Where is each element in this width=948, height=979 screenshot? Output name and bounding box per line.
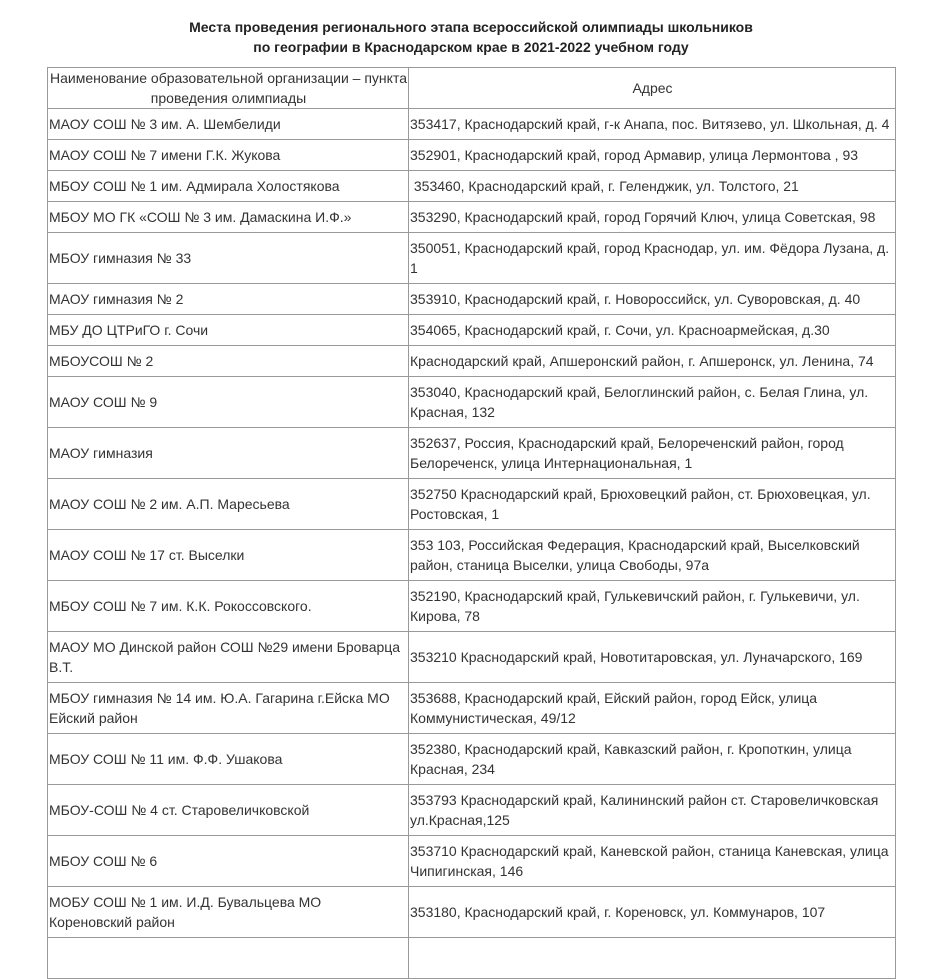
organization-cell: МБОУСОШ № 2 — [48, 346, 409, 377]
organization-cell: МАОУ гимназия № 2 — [48, 284, 409, 315]
organization-cell: МАОУ СОШ № 7 имени Г.К. Жукова — [48, 140, 409, 171]
table-row — [48, 284, 896, 315]
organization-cell: МОБУ СОШ № 1 им. И.Д. Бувальцева МО Кореновский район — [48, 887, 409, 938]
organization-cell: МАОУ СОШ № 2 им. А.П. Маресьева — [48, 479, 409, 530]
address-cell: 353688, Краснодарский край, Ейский район, город Ейск, улица Коммунистическая, 49/12 — [409, 683, 896, 734]
organization-cell: МБОУ СОШ № 11 им. Ф.Ф. Ушакова — [48, 734, 409, 785]
page-title — [0, 17, 942, 57]
address-cell: 352750 Краснодарский край, Брюховецкий район, ст. Брюховецкая, ул. Ростовская, 1 — [409, 479, 896, 530]
address-cell: Краснодарский край, Апшеронский район, г. Апшеронск, ул. Ленина, 74 — [409, 346, 896, 377]
table-row — [48, 836, 896, 887]
address-cell: 353710 Краснодарский край, Каневской район, станица Каневская, улица Чипигинская, 146 — [409, 836, 896, 887]
table-row — [48, 171, 896, 202]
table-header-row — [48, 68, 896, 109]
organization-cell: МАОУ гимназия — [48, 428, 409, 479]
table-row — [48, 428, 896, 479]
title-line-1: Места проведения регионального этапа всероссийской олимпиады школьников — [189, 19, 753, 35]
table-row — [48, 233, 896, 284]
table-row — [48, 315, 896, 346]
organization-cell: МБОУ МО ГК «СОШ № 3 им. Дамаскина И.Ф.» — [48, 202, 409, 233]
organization-cell: МБОУ гимназия № 14 им. Ю.А. Гагарина г.Ейска МО Ейский район — [48, 683, 409, 734]
address-cell: 352901, Краснодарский край, город Армавир, улица Лермонтова , 93 — [409, 140, 896, 171]
organization-cell: МБОУ СОШ № 1 им. Адмирала Холостякова — [48, 171, 409, 202]
table-row — [48, 202, 896, 233]
organization-cell: МБОУ СОШ № 6 — [48, 836, 409, 887]
table-row — [48, 140, 896, 171]
organization-cell: МБОУ СОШ № 7 им. К.К. Рокоссовского. — [48, 581, 409, 632]
table-row — [48, 109, 896, 140]
address-cell: 353040, Краснодарский край, Белоглинский район, с. Белая Глина, ул. Красная, 132 — [409, 377, 896, 428]
address-cell: 353793 Краснодарский край, Калининский район ст. Старовеличковская ул.Красная,125 — [409, 785, 896, 836]
address-cell — [409, 938, 896, 979]
header-address: Адрес — [409, 68, 896, 109]
address-cell: 353290, Краснодарский край, город Горячий Ключ, улица Советская, 98 — [409, 202, 896, 233]
organization-cell — [48, 938, 409, 979]
address-cell: 353210 Краснодарский край, Новотитаровская, ул. Луначарского, 169 — [409, 632, 896, 683]
address-cell: 354065, Краснодарский край, г. Сочи, ул. Красноармейская, д.30 — [409, 315, 896, 346]
address-cell: 353180, Краснодарский край, г. Кореновск, ул. Коммунаров, 107 — [409, 887, 896, 938]
organization-cell: МАОУ СОШ № 9 — [48, 377, 409, 428]
table-row — [48, 887, 896, 938]
address-cell: 352380, Краснодарский край, Кавказский район, г. Кропоткин, улица Красная, 234 — [409, 734, 896, 785]
table-row — [48, 683, 896, 734]
organization-cell: МБОУ гимназия № 33 — [48, 233, 409, 284]
organization-cell: МАОУ СОШ № 3 им. А. Шембелиди — [48, 109, 409, 140]
table-row — [48, 734, 896, 785]
organization-cell: МБОУ-СОШ № 4 ст. Старовеличковской — [48, 785, 409, 836]
title-line-2: по географии в Краснодарском крае в 2021-2022 учебном году — [253, 39, 689, 55]
venues-table — [47, 67, 896, 979]
table-row — [48, 377, 896, 428]
address-cell: 353417, Краснодарский край, г-к Анапа, пос. Витязево, ул. Школьная, д. 4 — [409, 109, 896, 140]
table-row — [48, 530, 896, 581]
table-row — [48, 938, 896, 979]
address-cell: 350051, Краснодарский край, город Краснодар, ул. им. Фёдора Лузана, д. 1 — [409, 233, 896, 284]
table-row — [48, 479, 896, 530]
address-cell: 352190, Краснодарский край, Гулькевичский район, г. Гулькевичи, ул. Кирова, 78 — [409, 581, 896, 632]
address-cell: 353460, Краснодарский край, г. Геленджик, ул. Толстого, 21 — [409, 171, 896, 202]
table-row — [48, 346, 896, 377]
organization-cell: МАОУ МО Динской район СОШ №29 имени Броварца В.Т. — [48, 632, 409, 683]
address-cell: 353 103, Российская Федерация, Краснодарский край, Выселковский район, станица Выселки, улица Свободы, 97а — [409, 530, 896, 581]
header-organization: Наименование образовательной организации – пункта проведения олимпиады — [48, 68, 409, 109]
table-row — [48, 785, 896, 836]
organization-cell: МАОУ СОШ № 17 ст. Выселки — [48, 530, 409, 581]
table-row — [48, 581, 896, 632]
address-cell: 352637, Россия, Краснодарский край, Белореченский район, город Белореченск, улица Интернациональная, 1 — [409, 428, 896, 479]
organization-cell: МБУ ДО ЦТРиГО г. Сочи — [48, 315, 409, 346]
address-cell: 353910, Краснодарский край, г. Новороссийск, ул. Суворовская, д. 40 — [409, 284, 896, 315]
table-row — [48, 632, 896, 683]
